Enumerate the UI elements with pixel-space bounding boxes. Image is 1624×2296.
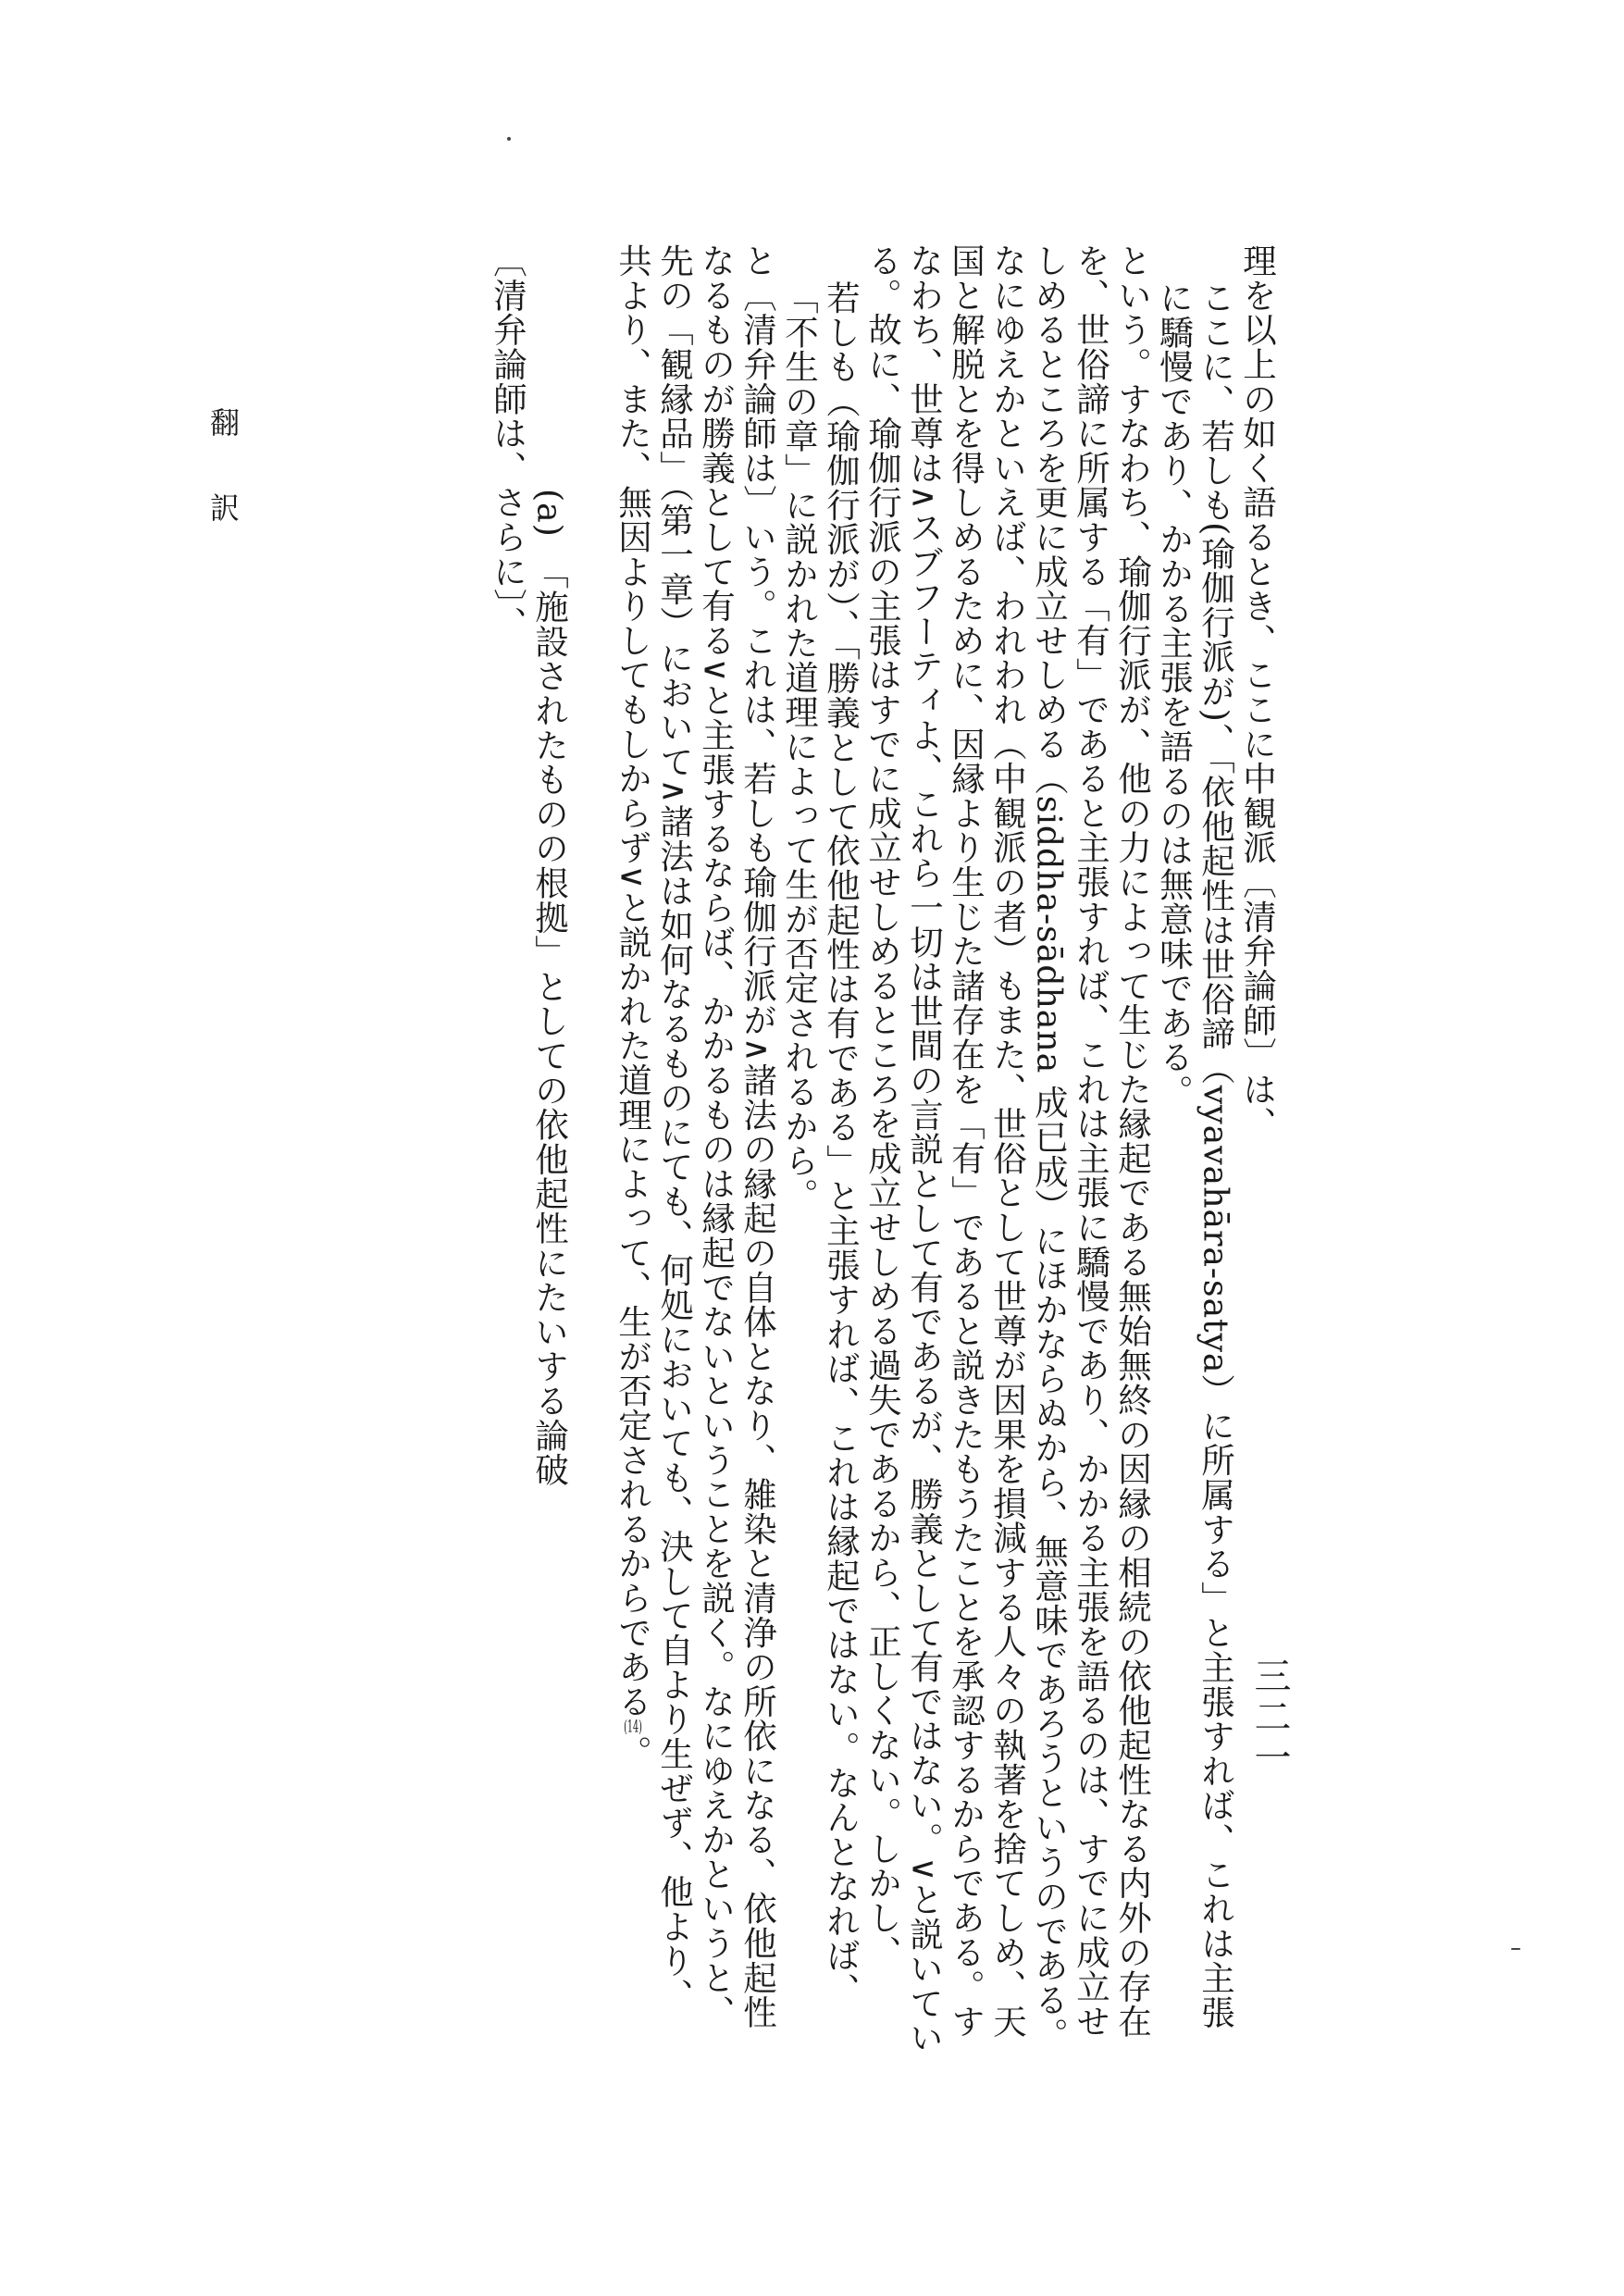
scan-speck (1511, 1948, 1520, 1950)
footnote-marker: (14) (624, 1719, 642, 1736)
text-line: 理を以上の如く語るとき、ここに中観派〔清弁論師〕は、 (1237, 243, 1278, 1141)
text-line: という。すなわち、瑜伽行派が、他の力によって生じた縁起である無始無終の因縁の相続の依他起性なる内外の存在 (1112, 243, 1153, 2039)
text-line: ここに、若しも(瑜伽行派が)、「依他起性は世俗諦（vyavahāra-satya）に所属する」と主張すれば、これは主張 (1196, 280, 1236, 2030)
text-line: なるものが勝義として有る∨と主張するならば、かかるものは縁起でないということを説く。なにゆえかというと、 (696, 243, 737, 2029)
running-header: 翻訳 (205, 407, 241, 577)
text-line: を、世俗諦に所属する「有」であると主張すれば、これは主張に驕慢であり、かかる主張を語るのは、すでに成立せ (1071, 243, 1111, 2039)
scan-speck (507, 137, 511, 141)
text-line: なわち、世尊は∧スブフーティよ、これら一切は世間の言説として有であるが、勝義として有ではない。∨と説いてい (904, 243, 945, 2055)
text-line: 〔清弁論師は、さらに〕、 (488, 243, 528, 641)
section-heading: (a) 「施設されたものの根拠」としての依他起性にたいする論破 (529, 489, 570, 1487)
text-line: 「不生の章」に説かれた道理によって生が否定されるから。 (779, 280, 820, 1213)
text-line: 先の「観縁品」（第一章）において∧諸法は如何なるものにても、何処においても、決して自より生ぜず、他より、 (654, 243, 695, 2013)
text-line: と〔清弁論師は〕いう。これは、若しも瑜伽行派が∧諸法の縁起の自体となり、雑染と清浄の所依になる、依他起性 (738, 243, 778, 2029)
text-line: に驕慢であり、かかる主張を語るのは無意味である。 (1154, 280, 1195, 1110)
text-line: 国と解脱とを得しめるために、因縁より生じた諸存在を「有」であると説きたもうたことを承認するからである。す (946, 243, 986, 2039)
text-line: なにゆえかといえば、われわれ（中観派の者）もまた、世俗として世尊が因果を損減する人々の執著を捨てしめ、天 (987, 243, 1028, 2039)
text-line: る。故に、瑜伽行派の主張はすでに成立せしめるところを成立せしめる過失であるから、正しくない。しかし、 (862, 243, 903, 1969)
page-number: 三二一 (1248, 1657, 1291, 1779)
text-line: しめるところを更に成立せしめる（siddha-sādhana 成已成）にほかならぬから、無意味であろうというのである。 (1029, 243, 1070, 2052)
text-line: 若しも（瑜伽行派が）、「勝義として依他起性は有である」と主張すれば、これは縁起ではない。なんとなれば、 (821, 280, 862, 2007)
text-line: 共より、また、無因よりしてもしからず∨と説かれた道理によって、生が否定されるからである(14)。 (613, 243, 653, 1770)
